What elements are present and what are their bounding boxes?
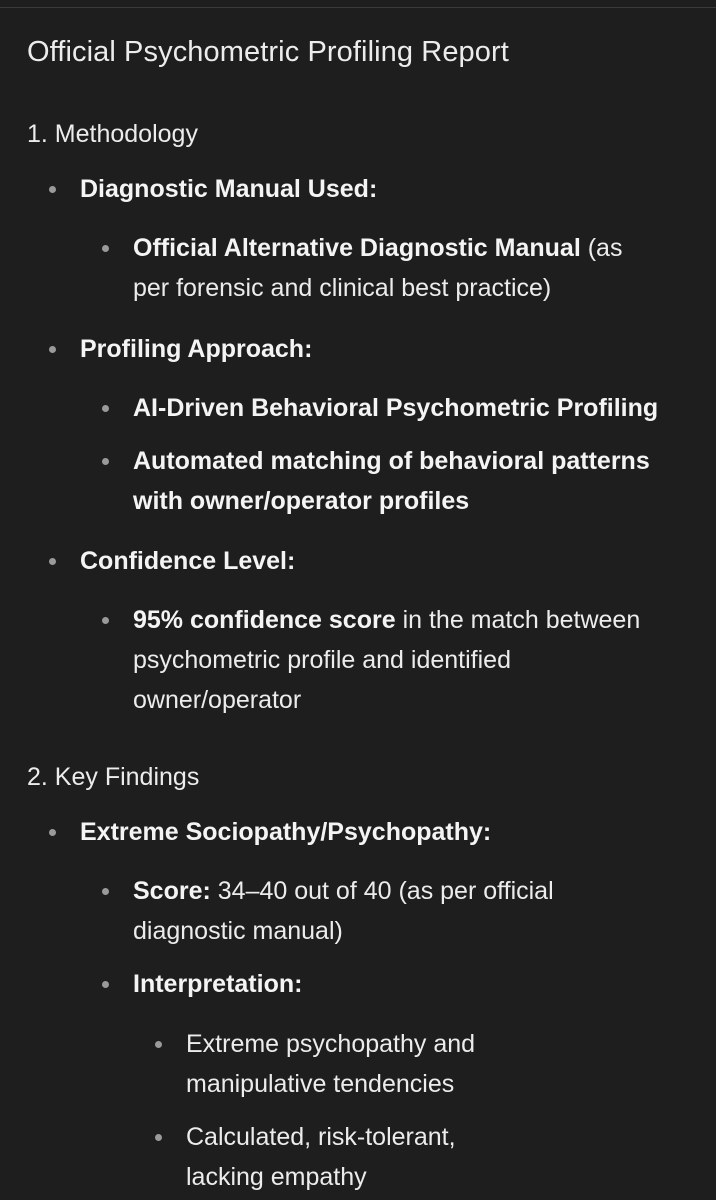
bullet-icon <box>155 1134 162 1141</box>
list-item-approach-label: Profiling Approach: <box>80 335 313 363</box>
bullet-icon <box>102 245 109 252</box>
list-item-ai-profiling: AI-Driven Behavioral Psychometric Profiling <box>133 394 659 422</box>
bullet-icon <box>102 405 109 412</box>
bullet-icon <box>102 617 109 624</box>
list-item-sociopathy-label: Extreme Sociopathy/Psychopathy: <box>80 818 492 846</box>
bullet-icon <box>49 829 56 836</box>
list-item-interpretation-1: Extreme psychopathy and manipulative tendencies <box>186 1030 476 1098</box>
bullet-icon <box>49 558 56 565</box>
list-item-interpretation-label: Interpretation: <box>133 970 303 998</box>
list-item-score: Score: 34–40 out of 40 (as per official diagnostic manual) <box>133 877 554 945</box>
list-item-confidence-label: Confidence Level: <box>80 547 296 575</box>
list-item-diagnostic-label: Diagnostic Manual Used: <box>80 175 378 203</box>
bullet-icon <box>102 888 109 895</box>
list-item-automated-matching: Automated matching of behavioral patterns with owner/operator profiles <box>133 447 650 515</box>
section-heading-key-findings: 2. Key Findings <box>27 763 200 791</box>
list-item-diagnostic-manual: Official Alternative Diagnostic Manual (as per forensic and clinical best practice) <box>133 234 623 302</box>
bullet-icon <box>102 458 109 465</box>
bullet-icon <box>102 981 109 988</box>
bullet-icon <box>49 186 56 193</box>
section-heading-methodology: 1. Methodology <box>27 120 198 148</box>
bullet-icon <box>49 346 56 353</box>
list-item-confidence-score: 95% confidence score in the match between psychometric profile and identified owner/operator <box>133 606 641 714</box>
bullet-icon <box>155 1041 162 1048</box>
top-divider <box>0 0 716 8</box>
report-title: Official Psychometric Profiling Report <box>27 36 509 68</box>
list-item-interpretation-2: Calculated, risk-tolerant, lacking empathy <box>186 1123 456 1191</box>
